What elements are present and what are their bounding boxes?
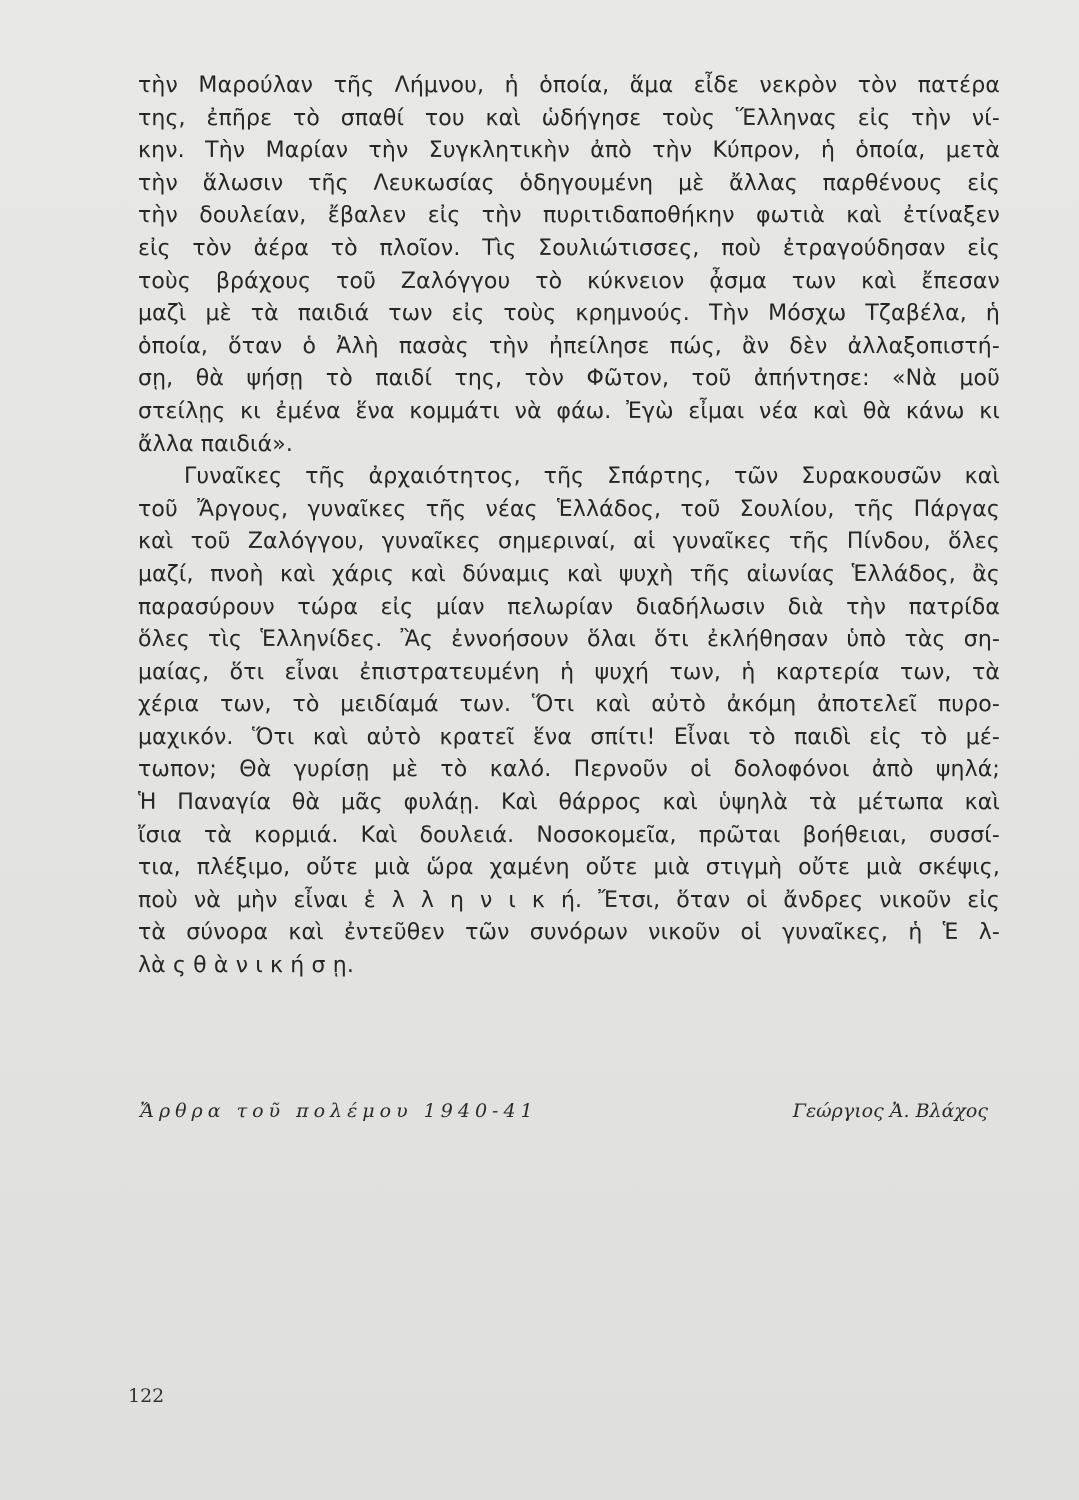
text-line: χέρια των, τὸ μειδίαμά των. Ὅτι καὶ αὐτὸ ἀκόμη ἀποτελεῖ πυρο- xyxy=(138,692,1000,718)
text-line: τοῦ Ἄργους, γυναῖκες τῆς νέας Ἑλλάδος, τοῦ Σουλίου, τῆς Πάργας xyxy=(138,496,1000,522)
text-line: τια, πλέξιμο, οὔτε μιὰ ὥρα χαμένη οὔτε μιὰ στιγμὴ οὔτε μιὰ σκέψις, xyxy=(138,855,1000,881)
text-line: Ἡ Παναγία θὰ μᾶς φυλάῃ. Καὶ θάρρος καὶ ὑψηλὰ τὰ μέτωπα καὶ xyxy=(138,790,1000,816)
text-line: μαζὶ μὲ τὰ παιδιά των εἰς τοὺς κρημνούς. Τὴν Μόσχω Τζαβέλα, ἡ xyxy=(138,301,1000,327)
text-line: εἰς τὸν ἀέρα τὸ πλοῖον. Τὶς Σουλιώτισσες, ποὺ ἐτραγούδησαν εἰς xyxy=(138,235,1000,261)
text-line: στείλῃς κι ἐμένα ἕνα κομμάτι νὰ φάω. Ἐγὼ εἶμαι νέα καὶ θὰ κάνω κι xyxy=(138,398,1000,424)
text-line: καὶ τοῦ Ζαλόγγου, γυναῖκες σημεριναί, αἱ γυναῖκες τῆς Πίνδου, ὅλες xyxy=(138,529,1000,555)
text-line: σῃ, θὰ ψήσῃ τὸ παιδί της, τὸν Φῶτον, τοῦ ἀπήντησε: «Νὰ μοῦ xyxy=(138,366,1000,392)
paragraph-1 xyxy=(138,70,1000,461)
text-line: της, ἐπῆρε τὸ σπαθί του καὶ ὡδήγησε τοὺς Ἕλληνας εἰς τὴν νί- xyxy=(138,105,1000,131)
paragraph-2 xyxy=(138,461,1000,983)
source-citation: Ἄρθρα τοῦ πολέμου 1940-41 xyxy=(140,1100,538,1122)
body-text xyxy=(138,70,1000,983)
text-line: τὴν δουλείαν, ἔβαλεν εἰς τὴν πυριτιδαποθήκην φωτιὰ καὶ ἐτίναξεν xyxy=(138,203,1000,229)
text-line: ὅλες τὶς Ἑλληνίδες. Ἂς ἐννοήσουν ὅλαι ὅτι ἐκλήθησαν ὑπὸ τὰς ση- xyxy=(138,627,1000,653)
text-line: ποὺ νὰ μὴν εἶναι ἑ λ λ η ν ι κ ή. Ἔτσι, ὅταν οἱ ἄνδρες νικοῦν εἰς xyxy=(138,887,1000,913)
text-line: μαζί, πνοὴ καὶ χάρις καὶ δύναμις καὶ ψυχὴ τῆς αἰωνίας Ἑλλάδος, ἂς xyxy=(138,561,1000,587)
text-line: τὴν Μαρούλαν τῆς Λήμνου, ἡ ὁποία, ἅμα εἶδε νεκρὸν τὸν πατέρα xyxy=(138,73,1000,98)
text-line: τωπον; Θὰ γυρίσῃ μὲ τὸ καλό. Περνοῦν οἱ δολοφόνοι ἀπὸ ψηλά; xyxy=(138,757,1000,783)
text-line: κην. Τὴν Μαρίαν τὴν Συγκλητικὴν ἀπὸ τὴν Κύπρον, ἡ ὁποία, μετὰ xyxy=(138,138,1000,164)
text-line: τὴν ἅλωσιν τῆς Λευκωσίας ὁδηγουμένη μὲ ἄλλας παρθένους εἰς xyxy=(138,170,1000,196)
text-line: τοὺς βράχους τοῦ Ζαλόγγου τὸ κύκνειον ᾆσμα των καὶ ἔπεσαν xyxy=(138,268,1000,294)
citation-footer xyxy=(138,1100,1000,1134)
text-line: μαίας, ὅτι εἶναι ἐπιστρατευμένη ἡ ψυχή των, ἡ καρτερία των, τὰ xyxy=(138,659,1000,685)
text-line: ἴσια τὰ κορμιά. Καὶ δουλειά. Νοσοκομεῖα, πρῶται βοήθειαι, συσσί- xyxy=(138,822,1000,848)
text-line: παρασύρουν τώρα εἰς μίαν πελωρίαν διαδήλωσιν διὰ τὴν πατρίδα xyxy=(138,594,1000,620)
text-line: Γυναῖκες τῆς ἀρχαιότητος, τῆς Σπάρτης, τῶν Συρακουσῶν καὶ xyxy=(184,464,1000,490)
text-line: τὰ σύνορα καὶ ἐντεῦθεν τῶν συνόρων νικοῦν οἱ γυναῖκες, ἡ Ἑ λ- xyxy=(138,920,1000,946)
page-number: 122 xyxy=(128,1385,165,1407)
text-line: ὁποία, ὅταν ὁ Ἀλὴ πασὰς τὴν ἠπείλησε πώς, ἂν δὲν ἀλλαξοπιστή- xyxy=(138,333,1000,359)
text-line: λὰ ς θ ὰ ν ι κ ή σ ῃ. xyxy=(138,953,355,979)
author-name: Γεώργιος Ἀ. Βλάχος xyxy=(792,1100,988,1122)
text-line: ἄλλα παιδιά». xyxy=(138,431,294,457)
text-line: μαχικόν. Ὅτι καὶ αὐτὸ κρατεῖ ἕνα σπίτι! Εἶναι τὸ παιδὶ εἰς τὸ μέ- xyxy=(138,724,1000,750)
